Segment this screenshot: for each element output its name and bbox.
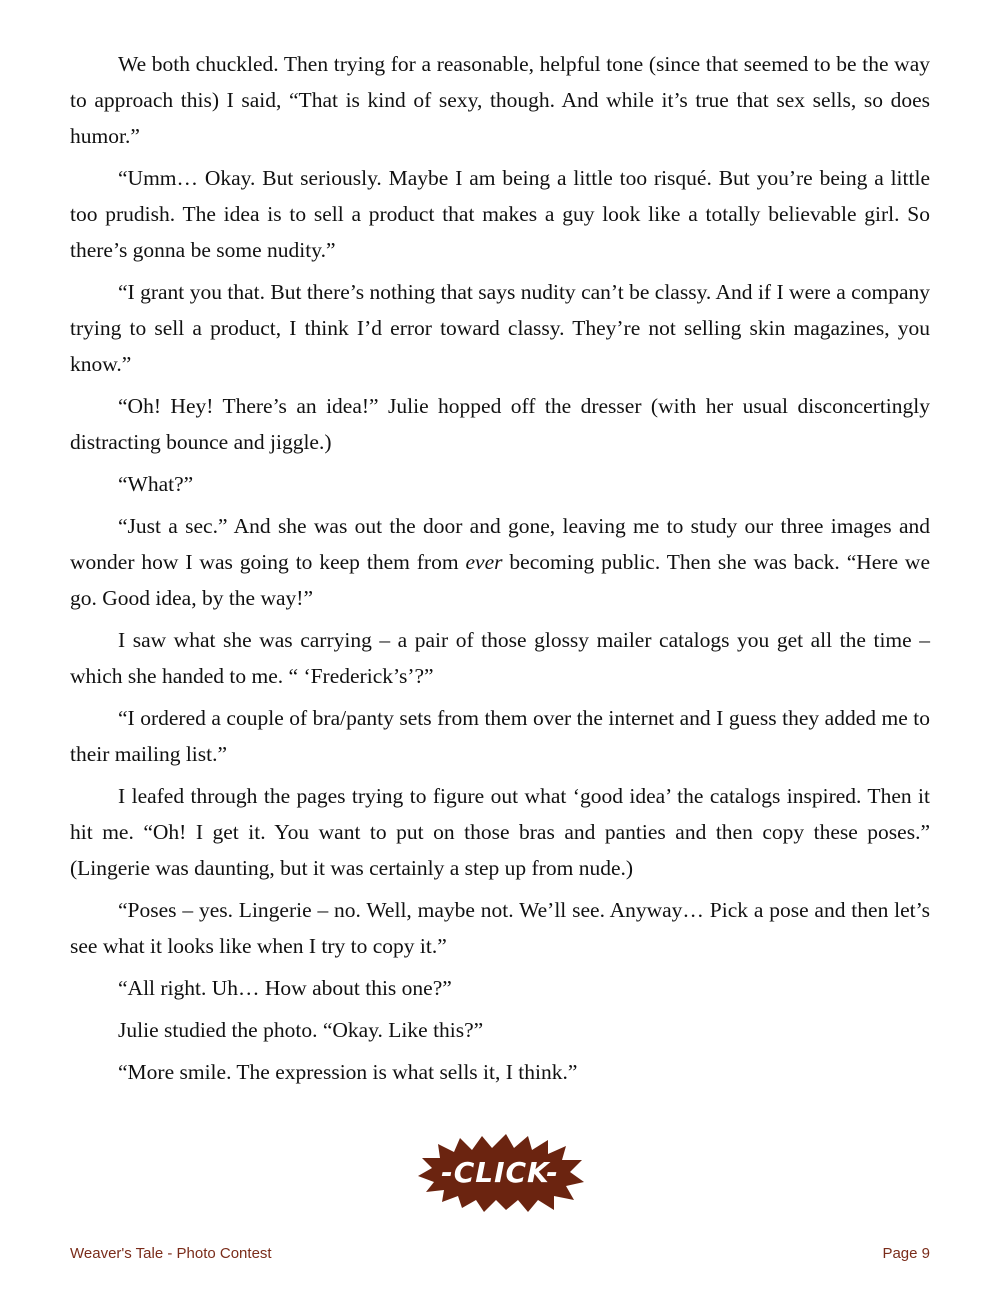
paragraph-10 — [70, 892, 930, 964]
paragraph-text: becoming public. Then she was back. “Here we go. Good idea, by the way!” — [70, 550, 930, 610]
paragraph-3 — [70, 274, 930, 382]
paragraph-text: “I grant you that. But there’s nothing that says nudity can’t be classy. And if I were a company trying to sell a product, I think I’d error toward classy. They’re not selling skin magazines, you know.” — [70, 280, 930, 376]
paragraph-text: Julie studied the photo. “Okay. Like this?” — [118, 1018, 484, 1042]
paragraph-8 — [70, 700, 930, 772]
paragraph-4 — [70, 388, 930, 460]
paragraph-text: I saw what she was carrying – a pair of those glossy mailer catalogs you get all the time – which she handed to me. “ ‘Frederick’s’?” — [70, 628, 930, 688]
paragraph-13 — [70, 1054, 930, 1090]
footer-title: Weaver's Tale - Photo Contest — [70, 1245, 272, 1262]
paragraph-text: “More smile. The expression is what sells it, I think.” — [118, 1060, 578, 1084]
paragraph-7 — [70, 622, 930, 694]
paragraph-text: I leafed through the pages trying to figure out what ‘good idea’ the catalogs inspired. Then it hit me. “Oh! I get it. You want to put on those bras and panties and then copy these poses.” (Lingerie was daunting, but it was certainly a step up from nude.) — [70, 784, 930, 880]
paragraph-12 — [70, 1012, 930, 1048]
paragraph-2 — [70, 160, 930, 268]
starburst-graphic — [414, 1132, 586, 1212]
paragraph-1 — [70, 46, 930, 154]
paragraph-text: “All right. Uh… How about this one?” — [118, 976, 452, 1000]
paragraph-text: “Umm… Okay. But seriously. Maybe I am being a little too risqué. But you’re being a little too prudish. The idea is to sell a product that makes a guy look like a totally believable girl. So there’s gonna be some nudity.” — [70, 166, 930, 262]
paragraph-text: “I ordered a couple of bra/panty sets from them over the internet and I guess they added me to their mailing list.” — [70, 706, 930, 766]
click-text: -CLICK- — [441, 1156, 559, 1189]
paragraph-text: “Oh! Hey! There’s an idea!” Julie hopped off the dresser (with her usual disconcertingly distracting bounce and jiggle.) — [70, 394, 930, 454]
paragraph-9 — [70, 778, 930, 886]
paragraph-6 — [70, 508, 930, 616]
paragraph-5 — [70, 466, 930, 502]
paragraph-text: “What?” — [118, 472, 194, 496]
paragraph-text: “Just a sec.” And she was out the door and gone, leaving me to study our three images and wonder how I was going to keep them from — [70, 514, 930, 574]
page-body — [70, 46, 930, 1096]
click-sound-effect — [414, 1132, 586, 1212]
paragraph-11 — [70, 970, 930, 1006]
paragraph-text: “Poses – yes. Lingerie – no. Well, maybe not. We’ll see. Anyway… Pick a pose and then let’s see what it looks like when I try to copy it.” — [70, 898, 930, 958]
emphasis-word: ever — [465, 550, 503, 574]
paragraph-text: We both chuckled. Then trying for a reasonable, helpful tone (since that seemed to be the way to approach this) I said, “That is kind of sexy, though. And while it’s true that sex sells, so does humor.” — [70, 52, 930, 148]
page-number: Page 9 — [882, 1245, 930, 1262]
